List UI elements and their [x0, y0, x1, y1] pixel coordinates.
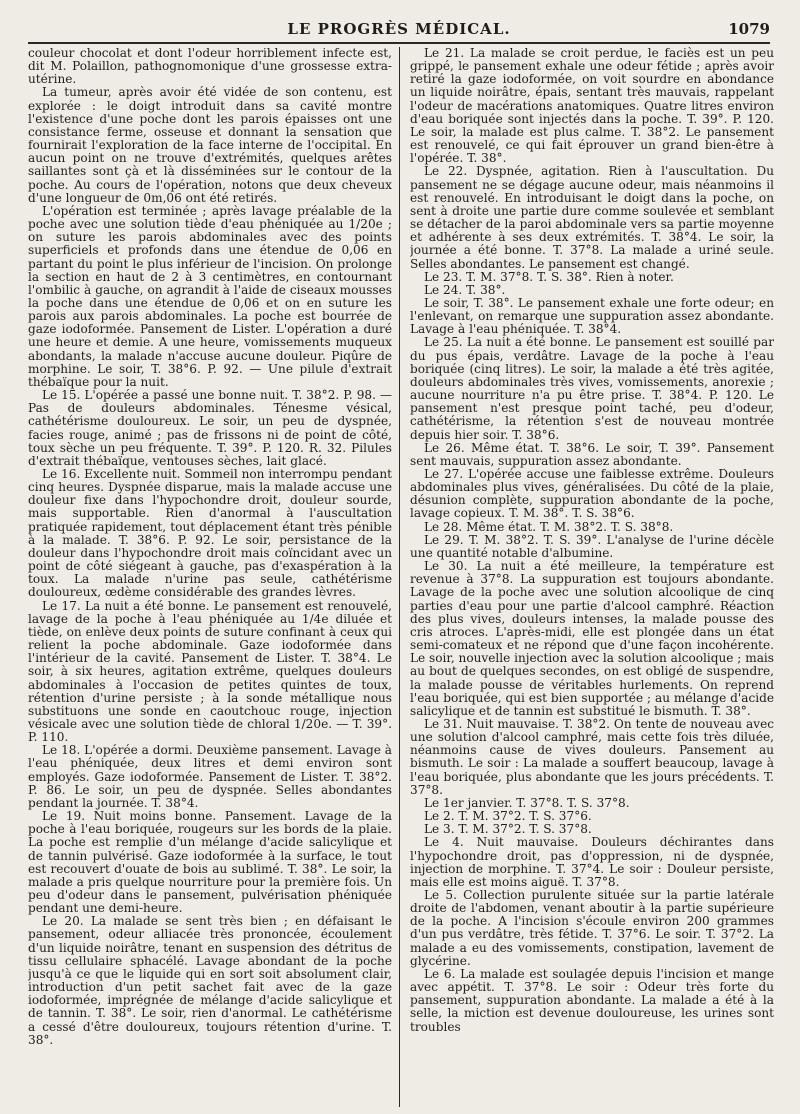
paragraph-p4: Le 16. Excellente nuit. Sommeil non interrompu pendant cinq heures. Dyspnée disparue, mais la malade accuse une douleur fixe dans l'hypochondre droit, douleur sourde, mais supportable. Rien d'anormal à l'auscultation pratiquée rapidement, tout déplacement étant très pénible à la malade. T. 38°6. P. 92. Le soir, persistance de la douleur dans l'hypochondre droit mais coïncidant avec un point de côté siégeant à gauche, pas d'exaspération à la toux. La malade n'urine pas seule, cathétérisme douloureux, œdème considérable des grandes lèvres. — [28, 467, 392, 600]
paragraph-q9: Le 29. T. M. 38°2. T. S. 39°. L'analyse de l'urine décèle une quantité notable d'albumine. — [410, 532, 774, 560]
paragraph-q8: Le 28. Même état. T. M. 38°2. T. S. 38°8. — [424, 519, 674, 534]
paragraph-p6: Le 18. L'opérée a dormi. Deuxième pansement. Lavage à l'eau phéniquée, deux litres et demi environ sont employés. Gaze iodoformée. Pansement de Lister. T. 38°2. P. 86. Le soir, un peu de dyspnée. Selles abondantes pendant la journée. T. 38°4. — [28, 743, 392, 810]
paragraph-q12: Le 1er janvier. T. 37°8. T. S. 37°8. — [424, 795, 630, 810]
paragraph-p8: Le 20. La malade se sent très bien ; en défaisant le pansement, odeur alliacée très prononcée, écoulement d'un liquide noirâtre, tenant en suspension des détritus de tissu cellulaire sphacélé. Lavage abondant de la poche jusqu'à ce que le liquide qui en sort soit absolument clair, introduction d'un petit sachet fait avec de la gaze iodoformée, imprégnée de mélange d'acide salicylique et de tannin. T. 38°. Le soir, rien d'anormal. Le cathétérisme a cessé d'être douloureux, toujours rétention d'urine. T. 38°. — [28, 914, 392, 1047]
paragraph-q5: Le 25. La nuit a été bonne. Le pansement est souillé par du pus épais, verdâtre. Lavage de la poche à l'eau boriquée (cinq litres). Le soir, la malade a été très agitée, douleurs abdominales très vives, vomissements, anorexie ; aucune nourriture n'a pu être prise. T. 38°4. P. 120. Le pansement n'est presque point taché, peu d'odeur, cathétérisme, la rétention s'est de nouveau montrée depuis hier soir. T. 38°6. — [410, 335, 774, 442]
paragraph-q3: Le 24. T. 38°. — [424, 282, 506, 297]
right-column — [410, 47, 774, 1109]
running-title: LE PROGRÈS MÉDICAL. — [287, 20, 511, 38]
paragraph-p0: couleur chocolat et dont l'odeur horriblement infecte est, dit M. Polaillon, pathognomonique d'une grossesse extra-utérine. — [28, 47, 392, 87]
paragraph-p3: Le 15. L'opérée a passé une bonne nuit. T. 38°2. P. 98. — Pas de douleurs abdominales. Ténesme vésical, cathétérisme douloureux. Le soir, un peu de dyspnée, facies rouge, animé ; pas de frissons ni de point de côté, toux sèche un peu fréquente. T. 39°. P. 120. R. 32. Pilules d'extrait thébaïque, ventouses sèches, lait glacé. — [28, 388, 392, 468]
paragraph-q1: Le 22. Dyspnée, agitation. Rien à l'auscultation. Du pansement ne se dégage aucune odeur, mais néanmoins il est renouvelé. En introduisant le doigt dans la poche, on sent à droite une partie dure comme soulevée et semblant se détacher de la paroi abdominale vers sa partie moyenne et adhérente à ses deux extrémités. T. 38°4. Le soir, la journée a été bonne. T. 37°8. La malade a uriné seule. Selles abondantes. Le pansement est changé. — [410, 164, 774, 271]
paragraph-q10: Le 30. La nuit a été meilleure, la température est revenue à 37°8. La suppuration est toujours abondante. Lavage de la poche avec une solution alcoolique de cinq parties d'eau pour une partie d'alcool camphré. Réaction des plus vives, douleurs intenses, la malade pousse des cris atroces. L'après-midi, elle est plongée dans un état semi-comateux et ne répond que d'une façon incohérente. Le soir, nouvelle injection avec la solution alcoolique ; mais au bout de quelques secondes, on est obligé de suspendre, la malade pousse de véritables hurlements. On reprend l'eau boriquée, qui est bien supportée ; au mélange d'acide salicylique et de tannin est substitué le bismuth. T. 38°. — [410, 559, 774, 718]
paragraph-p5: Le 17. La nuit a été bonne. Le pansement est renouvelé, lavage de la poche à l'eau phéniquée au 1/4e diluée et tiède, on enlève deux points de suture confinant à ceux qui relient la poche abdominale. Gaze iodoformée dans l'intérieur de la cavité. Pansement de Lister. T. 38°4. Le soir, à six heures, agitation extrême, quelques douleurs abdominales à l'occasion de petites quintes de toux, rétention d'urine persiste ; à la sonde métallique nous substituons une sonde en caoutchouc rouge, injection vésicale avec une solution tiède de chloral 1/20e. — T. 39°. P. 110. — [28, 598, 392, 745]
paragraph-q14: Le 3. T. M. 37°2. T. S. 37°8. — [424, 822, 592, 837]
column-divider — [399, 47, 400, 1107]
paragraph-p2: L'opération est terminée ; après lavage préalable de la poche avec une solution tiède d'eau phéniquée au 1/20e ; on suture les parois abdominales avec des points superficiels et profonds dans une étendue de 0,06 en partant du point le plus inférieur de l'incision. On prolonge la section en haut de 2 à 3 centimètres, en contournant l'ombilic à gauche, on agrandit à l'aide de ciseaux mousses la poche dans une étendue de 0,06 et on en suture les parois aux parois abdominales. La poche est bourrée de gaze iodoformée. Pansement de Lister. L'opération a duré une heure et demie. A une heure, vomissements muqueux abondants, la malade n'accuse aucune douleur. Piqûre de morphine. Le soir, T. 38°6. P. 92. — Une pilule d'extrait thébaïque pour la nuit. — [28, 203, 392, 389]
paragraph-q0: Le 21. La malade se croit perdue, le faciès est un peu grippé, le pansement exhale une odeur fétide ; après avoir retiré la gaze iodoformée, on voit sourdre en abondance un liquide noirâtre, épais, sentant très mauvais, rappelant l'odeur de macérations anatomiques. Quatre litres environ d'eau boriquée sont injectés dans la poche. T. 39°. P. 120. Le soir, la malade est plus calme. T. 38°2. Le pansement est renouvelé, ce qui fait éprouver un grand bien-être à l'opérée. T. 38°. — [410, 47, 774, 166]
page-number: 1079 — [728, 20, 770, 38]
paragraph-q17: Le 6. La malade est soulagée depuis l'incision et mange avec appétit. T. 37°8. Le soir : Odeur très forte du pansement, suppuration abondante. La malade a été à la selle, la miction est devenue douloureuse, les urines sont troubles — [410, 966, 774, 1034]
paragraph-p7: Le 19. Nuit moins bonne. Pansement. Lavage de la poche à l'eau boriquée, rougeurs sur les bords de la plaie. La poche est remplie d'un mélange d'acide salicylique et de tannin pulvérisé. Gaze iodoformée à la surface, le tout est recouvert d'ouate de bois au sublimé. T. 38°. Le soir, la malade a pris quelque nourriture pour la première fois. Un peu d'odeur dans le pansement, pulvérisation phéniquée pendant une demi-heure. — [28, 809, 392, 916]
paragraph-q6: Le 26. Même état. T. 38°6. Le soir, T. 39°. Pansement sent mauvais, suppuration assez abondante. — [410, 440, 774, 468]
paragraph-p1: La tumeur, après avoir été vidée de son contenu, est explorée : le doigt introduit dans sa cavité montre l'existence d'une poche dont les parois épaisses ont une consistance ferme, osseuse et donnant la sensation que fournirait l'exploration de la face interne de l'occipital. En aucun point on ne trouve d'extrémités, quelques arêtes saillantes sont çà et là disséminées sur le contour de la poche. Au cours de l'opération, notons que deux cheveux d'une longueur de 0m,06 ont été retirés. — [28, 85, 392, 205]
paragraph-q16: Le 5. Collection purulente située sur la partie latérale droite de l'abdomen, venant aboutir à la partie supérieure de la poche. A l'incision s'écoule environ 200 grammes d'un pus verdâtre, très fétide. T. 37°6. Le soir. T. 37°2. La malade a eu des vomissements, constipation, lavement de glycérine. — [410, 888, 774, 968]
paragraph-q4: Le soir, T. 38°. Le pansement exhale une forte odeur; en l'enlevant, on remarque une suppuration assez abondante. Lavage à l'eau phéniquée. T. 38°4. — [410, 295, 774, 337]
paragraph-q15: Le 4. Nuit mauvaise. Douleurs déchirantes dans l'hypochondre droit, pas d'oppression, ni de dyspnée, injection de morphine. T. 37°4. Le soir : Douleur persiste, mais elle est moins aiguë. T. 37°8. — [410, 835, 774, 889]
paragraph-q7: Le 27. L'opérée accuse une faiblesse extrême. Douleurs abdominales plus vives, généralisées. Du côté de la plaie, désunion complète, suppuration abondante de la poche, lavage copieux. T. M. 38°. T. S. 38°6. — [410, 467, 774, 521]
left-column — [28, 47, 392, 1109]
page-header — [28, 20, 770, 44]
paragraph-q11: Le 31. Nuit mauvaise. T. 38°2. On tente de nouveau avec une solution d'alcool camphré, mais cette fois très diluée, néanmoins cause de vives douleurs. Pansement au bismuth. Le soir : La malade a souffert beaucoup, lavage à l'eau boriquée, plus abondante que les jours précédents. T. 37°8. — [410, 716, 774, 797]
paragraph-q2: Le 23. T. M. 37°8. T. S. 38°. Rien à noter. — [424, 269, 674, 284]
paragraph-q13: Le 2. T. M. 37°2. T. S. 37°6. — [424, 809, 592, 824]
